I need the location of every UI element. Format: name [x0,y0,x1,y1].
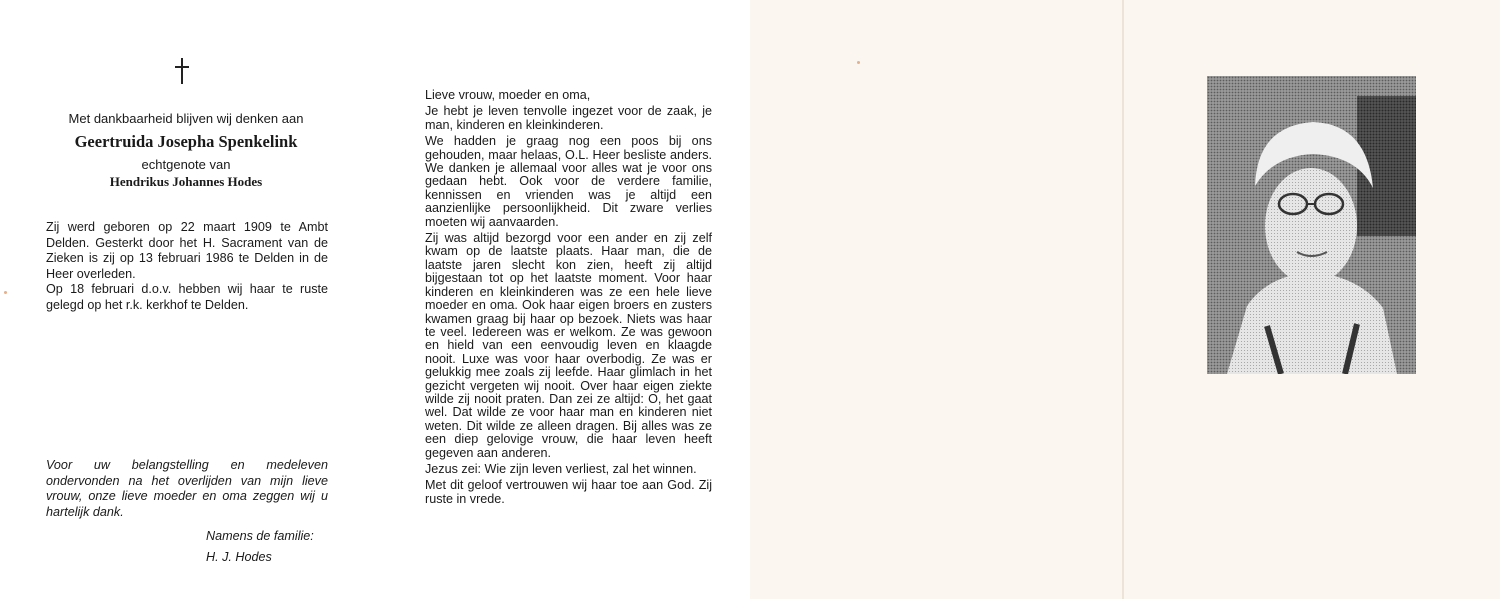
paper-speck [857,61,860,64]
cross-icon [174,58,190,84]
memorial-paragraph: Jezus zei: Wie zijn leven verliest, zal het winnen. [425,461,697,476]
memorial-text [425,89,712,509]
memorial-paragraph: Zij was altijd bezorgd voor een ander en zij zelf kwam op de laatste plaats. Haar man, die de laatste jaren slecht kon zien, heeft zij altijd bijgestaan tot op het laatste moment. Voor haar kinderen en kleinkinderen was ze een hele lieve moeder en oma. Ook haar eigen broers en zusters kwamen graag bij haar op bezoek. Niets was haar te veel. Iedereen was er welkom. Ze was gewoon en hield van een eenvoudig leven en klaagde nooit. Luxe was voor haar overbodig. Ze was er gelukkig mee zoals zij leefde. Haar glimlach in het gezicht vergeten wij nooit. Over haar eigen ziekte wilde zij nooit praten. Dan zei ze altijd: O, het gaat wel. Dat wilde ze voor haar man en kinderen niet weten. Dit wilde ze alleen dragen. Bij alles was ze een diep gelovige vrouw, die haar leven heeft gegeven aan anderen. [425,231,712,460]
portrait-photo [1207,76,1416,374]
memorial-paragraph: Lieve vrouw, moeder en oma, [425,88,591,102]
biography-paragraph: Op 18 februari d.o.v. hebben wij haar te ruste gelegd op het r.k. kerkhof te Delden. [46,282,328,312]
paper-speck [4,291,7,294]
memorial-paragraph: We hadden je graag nog een poos bij ons gehouden, maar helaas, O.L. Heer besliste anders. We danken je allemaal voor alles wat je voor ons gedaan hebt. Ook voor de verdere familie, kennissen en vrienden was je altijd een aanzienlijke persoonlijkheid. Dit zware verlies moeten wij aanvaarden. [425,134,712,229]
portrait-photo-illustration [1207,76,1416,374]
card-fold-line [1122,0,1124,599]
spouse-of-label: echtgenote van [141,157,231,172]
memorial-paragraph: Je hebt je leven tenvolle ingezet voor de zaak, je man, kinderen en kleinkinderen. [425,104,712,132]
spouse-name: Hendrikus Johannes Hodes [109,174,263,189]
biography-paragraph: Zij werd geboren op 22 maart 1909 te Ambt Delden. Gesterkt door het H. Sacrament van de Zieken is zij op 13 februari 1986 te Delden in de Heer overleden. [46,220,328,281]
memorial-paragraph: Met dit geloof vertrouwen wij haar toe aan God. Zij ruste in vrede. [425,478,712,506]
thanks-message: Voor uw belangstelling en medeleven ondervonden na het overlijden van mijn lieve vrouw, onze lieve moeder en oma zeggen wij u hartelijk dank. [46,458,328,519]
biography [46,220,328,314]
deceased-name: Geertruida Josepha Spenkelink [74,132,298,151]
signature-name: H. J. Hodes [206,550,272,564]
signature-label: Namens de familie: [206,529,314,543]
intro-line: Met dankbaarheid blijven wij denken aan [68,111,304,126]
